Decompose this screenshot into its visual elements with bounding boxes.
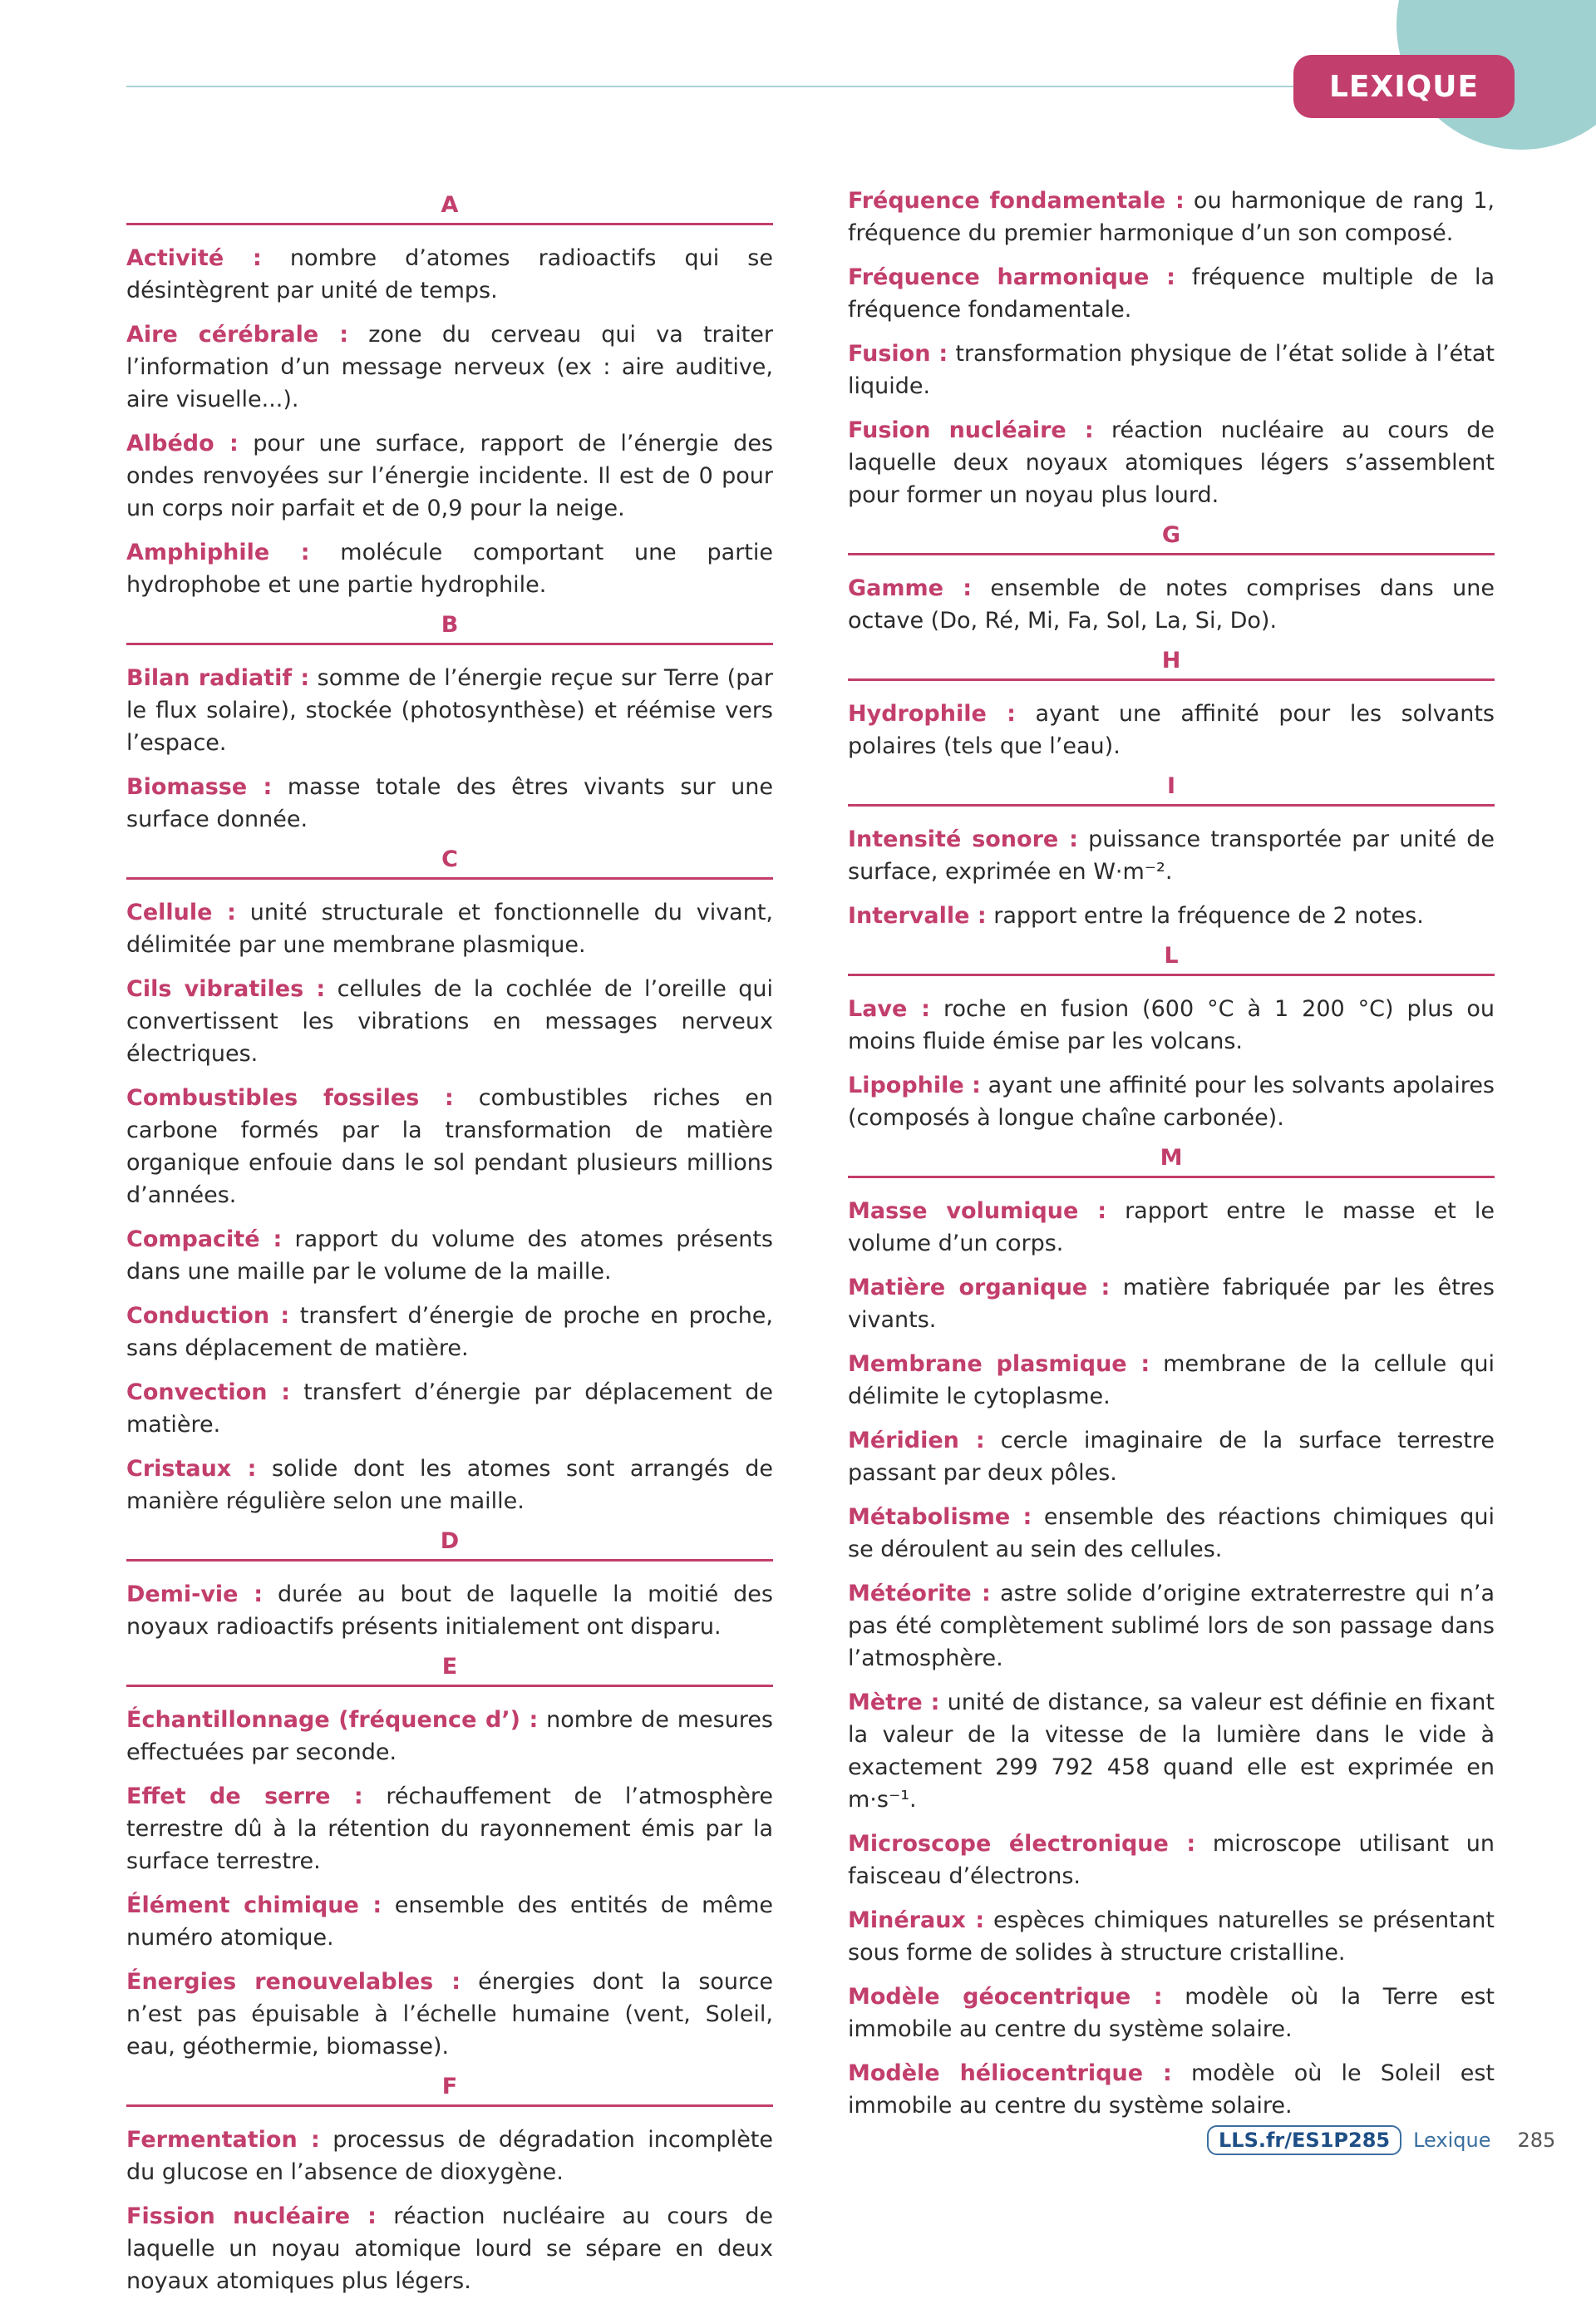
entry-term: Gamme :	[848, 575, 972, 601]
page-number: 285	[1517, 2129, 1556, 2152]
glossary-entry	[126, 1578, 773, 1643]
glossary-entry	[848, 414, 1495, 511]
entry-definition: réchauffement de l’atmosphère terrestre dû à la rétention du rayonnement émis par la surface terrestre.	[126, 1784, 774, 1874]
entry-term: Conduction :	[126, 1303, 290, 1329]
entry-term: Intervalle :	[848, 903, 987, 929]
entry-definition: transfert d’énergie par déplacement de matière.	[126, 1379, 773, 1438]
letter-heading: I	[848, 774, 1495, 807]
glossary-entry	[126, 427, 773, 525]
entry-term: Modèle héliocentrique :	[848, 2060, 1172, 2086]
entry-term: Lipophile :	[848, 1073, 981, 1098]
letter-heading: D	[126, 1529, 773, 1562]
entry-definition: réaction nucléaire au cours de laquelle un noyau atomique lourd se sépare en deux noyaux atomiques plus légers.	[126, 2203, 773, 2294]
entry-term: Météorite :	[848, 1581, 991, 1606]
glossary-entry	[126, 771, 773, 836]
entry-term: Activité :	[126, 245, 262, 271]
glossary-entry	[848, 1577, 1495, 1675]
glossary-entry	[126, 1082, 773, 1211]
entry-definition: microscope utilisant un faisceau d’électrons.	[848, 1831, 1495, 1889]
entry-definition: cellules de la cochlée de l’oreille qui convertissent les vibrations en messages nerveux électriques.	[126, 976, 773, 1067]
entry-term: Fermentation :	[126, 2127, 320, 2153]
footer-label: Lexique	[1413, 2129, 1491, 2152]
entry-definition: ensemble des entités de même numéro atomique.	[126, 1892, 773, 1951]
glossary-entry	[126, 536, 773, 601]
glossary-entry	[848, 1271, 1495, 1336]
entry-definition: processus de dégradation incomplète du glucose en l’absence de dioxygène.	[126, 2127, 774, 2185]
entry-definition: réaction nucléaire au cours de laquelle deux noyaux atomiques légers s’assemblent pour former un noyau plus lourd.	[848, 417, 1495, 508]
entry-definition: astre solide d’origine extraterrestre qui n’a pas été complètement sublimé lors de son passage dans l’atmosphère.	[848, 1581, 1495, 1671]
glossary-entry	[126, 2200, 773, 2297]
entry-definition: combustibles riches en carbone formés par la transformation de matière organique enfouie dans le sol pendant plusieurs millions d’années.	[126, 1085, 773, 1208]
left-column	[126, 185, 773, 2309]
entry-term: Fission nucléaire :	[126, 2203, 377, 2229]
entry-term: Biomasse :	[126, 774, 273, 800]
entry-term: Élément chimique :	[126, 1892, 382, 1918]
entry-term: Fréquence harmonique :	[848, 264, 1175, 290]
entry-definition: rapport entre la fréquence de 2 notes.	[986, 903, 1424, 929]
glossary-entry	[126, 2124, 773, 2188]
entry-term: Aire cérébrale :	[126, 322, 348, 348]
glossary-entry	[848, 1981, 1495, 2045]
glossary-entry	[848, 1828, 1495, 1892]
entry-term: Combustibles fossiles :	[126, 1085, 454, 1111]
entry-definition: fréquence multiple de la fréquence fondamentale.	[848, 264, 1495, 323]
entry-definition: transfert d’énergie de proche en proche, sans déplacement de matière.	[126, 1303, 773, 1361]
glossary-entry	[848, 2057, 1495, 2122]
entry-definition: unité structurale et fonctionnelle du vivant, délimitée par une membrane plasmique.	[126, 900, 773, 958]
glossary-entry	[126, 1223, 773, 1288]
entry-definition: rapport entre le masse et le volume d’un corps.	[848, 1198, 1495, 1256]
glossary-entry	[848, 1424, 1495, 1489]
entry-definition: ensemble des réactions chimiques qui se déroulent au sein des cellules.	[848, 1504, 1495, 1562]
entry-term: Mètre :	[848, 1690, 940, 1715]
entry-definition: espèces chimiques naturelles se présentant sous forme de solides à structure cristalline.	[848, 1907, 1495, 1966]
entry-term: Énergies renouvelables :	[126, 1969, 461, 1995]
glossary-entry	[126, 1704, 773, 1769]
entry-definition: roche en fusion (600 °C à 1 200 °C) plus ou moins fluide émise par les volcans.	[848, 996, 1495, 1054]
entry-term: Lave :	[848, 996, 930, 1022]
glossary-entry	[126, 1966, 773, 2063]
right-column	[848, 185, 1495, 2134]
letter-heading: F	[126, 2075, 773, 2107]
letter-heading: B	[126, 613, 773, 645]
glossary-entry	[848, 1686, 1495, 1816]
entry-term: Masse volumique :	[848, 1198, 1106, 1224]
glossary-entry	[848, 1348, 1495, 1413]
letter-heading: A	[126, 193, 773, 225]
entry-term: Hydrophile :	[848, 701, 1016, 727]
entry-definition: pour une surface, rapport de l’énergie des ondes renvoyées sur l’énergie incidente. Il est de 0 pour un corps noir parfait et de 0,9 pour la neige.	[126, 431, 773, 521]
header-rule	[126, 86, 1307, 87]
glossary-entry	[126, 318, 773, 416]
entry-term: Bilan radiatif :	[126, 665, 310, 691]
entry-definition: membrane de la cellule qui délimite le cytoplasme.	[848, 1351, 1495, 1409]
glossary-entry	[848, 698, 1495, 762]
entry-term: Fusion nucléaire :	[848, 417, 1094, 443]
footer-link[interactable]: LLS.fr/ES1P285	[1207, 2125, 1401, 2155]
entry-term: Convection :	[126, 1379, 291, 1405]
glossary-entry	[848, 1195, 1495, 1260]
entry-definition: solide dont les atomes sont arrangés de manière régulière selon une maille.	[126, 1456, 773, 1514]
glossary-entry	[848, 900, 1495, 932]
entry-definition: ayant une affinité pour les solvants polaires (tels que l’eau).	[848, 701, 1495, 759]
entry-definition: énergies dont la source n’est pas épuisable à l’échelle humaine (vent, Soleil, eau, géothermie, biomasse).	[126, 1969, 773, 2060]
section-tag: LEXIQUE	[1293, 55, 1515, 118]
letter-heading: M	[848, 1146, 1495, 1178]
entry-definition: masse totale des êtres vivants sur une surface donnée.	[126, 774, 773, 832]
entry-term: Minéraux :	[848, 1907, 985, 1933]
entry-term: Intensité sonore :	[848, 826, 1078, 852]
entry-term: Cils vibratiles :	[126, 976, 326, 1002]
entry-term: Méridien :	[848, 1428, 985, 1453]
entry-definition: modèle où le Soleil est immobile au centre du système solaire.	[848, 2060, 1495, 2119]
entry-definition: unité de distance, sa valeur est définie en fixant la valeur de la vitesse de la lumière dans le vide à exactement 299 792 458 quand elle est exprimée en m·s⁻¹.	[848, 1690, 1495, 1813]
entry-definition: zone du cerveau qui va traiter l’information d’un message nerveux (ex : aire auditive, aire visuelle...).	[126, 322, 774, 412]
letter-heading: H	[848, 649, 1495, 681]
glossary-entry	[126, 1889, 773, 1954]
entry-term: Albédo :	[126, 431, 239, 456]
entry-term: Membrane plasmique :	[848, 1351, 1150, 1377]
letter-heading: E	[126, 1655, 773, 1687]
entry-definition: nombre d’atomes radioactifs qui se désintègrent par unité de temps.	[126, 245, 773, 303]
entry-term: Cellule :	[126, 900, 236, 925]
entry-term: Fusion :	[848, 341, 948, 367]
glossary-entry	[848, 185, 1495, 249]
glossary-entry	[848, 1904, 1495, 1969]
entry-definition: somme de l’énergie reçue sur Terre (par le flux solaire), stockée (photosynthèse) et réémise vers l’espace.	[126, 665, 773, 756]
entry-definition: ensemble de notes comprises dans une octave (Do, Ré, Mi, Fa, Sol, La, Si, Do).	[848, 575, 1495, 634]
glossary-entry	[126, 242, 773, 307]
entry-definition: cercle imaginaire de la surface terrestre passant par deux pôles.	[848, 1428, 1495, 1486]
entry-definition: modèle où la Terre est immobile au centre du système solaire.	[848, 1984, 1495, 2042]
entry-term: Fréquence fondamentale :	[848, 188, 1185, 214]
letter-heading: C	[126, 847, 773, 880]
entry-definition: nombre de mesures effectuées par seconde.	[126, 1707, 774, 1765]
entry-definition: puissance transportée par unité de surface, exprimée en W·m⁻².	[848, 826, 1495, 885]
entry-term: Demi-vie :	[126, 1581, 264, 1607]
letter-heading: L	[848, 944, 1495, 976]
entry-definition: matière fabriquée par les êtres vivants.	[848, 1275, 1495, 1333]
glossary-entry	[126, 896, 773, 961]
entry-definition: transformation physique de l’état solide à l’état liquide.	[848, 341, 1495, 399]
entry-definition: molécule comportant une partie hydrophobe et une partie hydrophile.	[126, 540, 773, 598]
glossary-entry	[126, 662, 773, 759]
entry-term: Cristaux :	[126, 1456, 257, 1482]
glossary-entry	[848, 261, 1495, 326]
entry-term: Effet de serre :	[126, 1784, 363, 1809]
page-footer	[1207, 2125, 1555, 2155]
glossary-entry	[848, 338, 1495, 402]
glossary-entry	[848, 572, 1495, 637]
entry-term: Métabolisme :	[848, 1504, 1032, 1530]
entry-definition: ou harmonique de rang 1, fréquence du premier harmonique d’un son composé.	[848, 188, 1495, 246]
entry-term: Amphiphile :	[126, 540, 310, 565]
glossary-entry	[126, 1300, 773, 1364]
glossary-entry	[126, 1780, 773, 1877]
glossary-entry	[126, 1376, 773, 1441]
entry-definition: rapport du volume des atomes présents dans une maille par le volume de la maille.	[126, 1226, 773, 1285]
glossary-entry	[126, 1453, 773, 1517]
glossary-entry	[848, 823, 1495, 888]
entry-term: Microscope électronique :	[848, 1831, 1196, 1857]
glossary-entry	[848, 993, 1495, 1058]
entry-definition: durée au bout de laquelle la moitié des noyaux radioactifs présents initialement ont disparu.	[126, 1581, 773, 1640]
glossary-entry	[848, 1501, 1495, 1566]
letter-heading: G	[848, 523, 1495, 555]
entry-term: Matière organique :	[848, 1275, 1111, 1300]
entry-definition: ayant une affinité pour les solvants apolaires (composés à longue chaîne carbonée).	[848, 1073, 1495, 1131]
entry-term: Modèle géocentrique :	[848, 1984, 1163, 2010]
entry-term: Compacité :	[126, 1226, 283, 1252]
entry-term: Échantillonnage (fréquence d’) :	[126, 1707, 539, 1733]
glossary-entry	[126, 973, 773, 1070]
glossary-entry	[848, 1069, 1495, 1134]
